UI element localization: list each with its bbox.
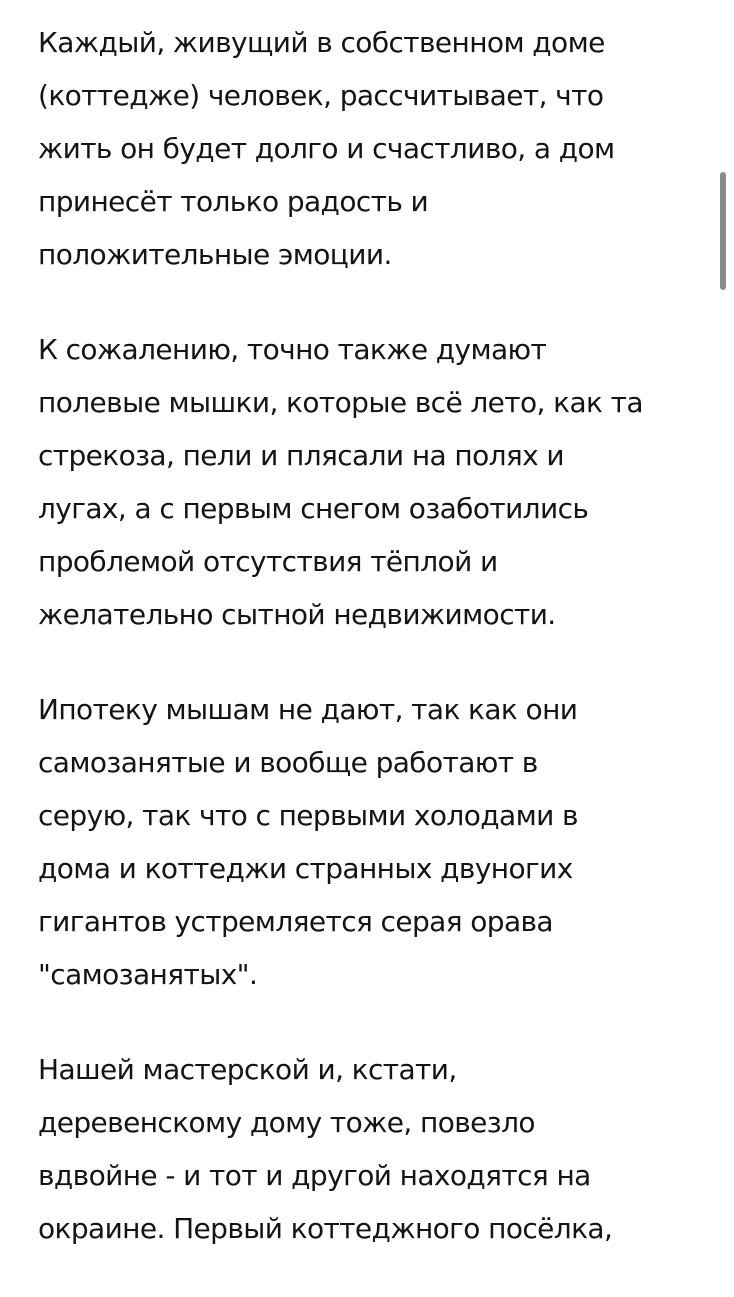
paragraph-line: окраине. Первый коттеджного посёлка, — [38, 1212, 613, 1245]
paragraph-line: Каждый, живущий в собственном доме — [38, 26, 605, 59]
paragraph-line: вдвойне - и тот и другой находятся на — [38, 1159, 591, 1192]
paragraph-1 — [38, 16, 708, 281]
paragraph-line: жить он будет долго и счастливо, а дом — [38, 132, 615, 165]
paragraph-4 — [38, 1043, 708, 1255]
article-body — [38, 16, 708, 1297]
paragraph-line: Ипотеку мышам не дают, так как они — [38, 693, 578, 726]
paragraph-2 — [38, 323, 708, 641]
paragraph-line: принесёт только радость и — [38, 185, 429, 218]
paragraph-line: стрекоза, пели и плясали на полях и — [38, 439, 565, 472]
paragraph-line: дома и коттеджи странных двуногих — [38, 852, 573, 885]
paragraph-line: лугах, а с первым снегом озаботились — [38, 492, 589, 525]
paragraph-line: положительные эмоции. — [38, 238, 392, 271]
paragraph-line: "самозанятых". — [38, 958, 258, 991]
paragraph-line: полевые мышки, которые всё лето, как та — [38, 386, 643, 419]
paragraph-line: гигантов устремляется серая орава — [38, 905, 553, 938]
paragraph-line: К сожалению, точно также думают — [38, 333, 547, 366]
paragraph-line: самозанятые и вообще работают в — [38, 746, 538, 779]
paragraph-line: Нашей мастерской и, кстати, — [38, 1053, 457, 1086]
paragraph-line: желательно сытной недвижимости. — [38, 598, 556, 631]
vertical-scrollbar[interactable] — [720, 172, 726, 290]
paragraph-line: (коттедже) человек, рассчитывает, что — [38, 79, 604, 112]
paragraph-3 — [38, 683, 708, 1001]
paragraph-line: серую, так что с первыми холодами в — [38, 799, 578, 832]
paragraph-line: деревенскому дому тоже, повезло — [38, 1106, 535, 1139]
paragraph-line: проблемой отсутствия тёплой и — [38, 545, 498, 578]
